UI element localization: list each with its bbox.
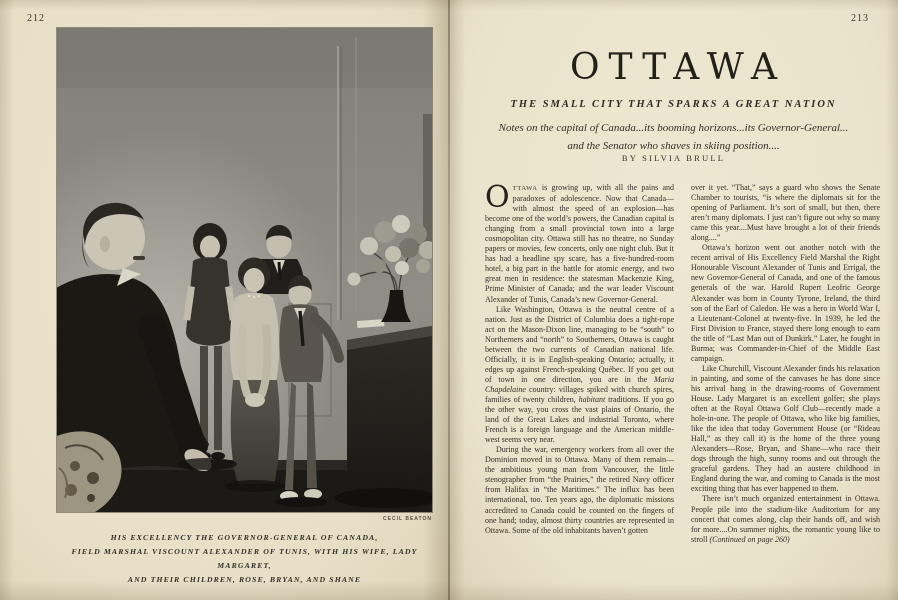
article-paragraph xyxy=(485,180,674,305)
leading-small-caps: TTAWA xyxy=(512,185,538,192)
page-number-right: 213 xyxy=(851,13,869,24)
article-paragraph xyxy=(691,243,880,364)
caption-line-1: HIS EXCELLENCY THE GOVERNOR-GENERAL OF CANADA, xyxy=(110,533,379,542)
page-gutter xyxy=(448,0,450,600)
body-text: Like Washington, Ottawa is the neutral centre of a nation. Just as the District of Columbia does a tight-rope act on the Mason-Dixon line, managing to be “south” to Northerners and “north” to Southerners, Ottawa is caught between the two currents of Canadian national life. Officially, it is in English-speaking Ontario; actually, it edges up against French-speaking Québec. If you get out of town in one direction, you are in the xyxy=(485,304,674,384)
page-number-left: 212 xyxy=(27,13,45,24)
photographer-credit: CECIL BEATON xyxy=(383,516,432,522)
photo-illustration xyxy=(57,28,432,512)
caption-line-3: AND THEIR CHILDREN, ROSE, BRYAN, AND SHANE xyxy=(127,575,362,584)
body-text: over it yet. “That,” says a guard who shows the Senate Chamber to tourists, “is where the diplomats sit for the opening of Parliament. It’s sort of small, but then, there aren’t many diplomats. I just can’t figure out why so many came this year....Must have brought a lot of their friends along....” xyxy=(691,183,880,243)
article-deck xyxy=(449,120,898,155)
article-paragraph xyxy=(485,445,674,535)
body-text: Ottawa’s horizon went out another notch with the recent arrival of His Excellency Field Marshal the Right Honourable Viscount Alexander of Tunis and Errigal, the new Governor-General of Canada, and one of the famous generals of the war. Harold Rupert Leofric George Alexander was born in County Tyrone, Ireland, the third son of the Earl of Caledon. He was a hero in World War I, a Lieutenant-Colonel at twenty-five. In 1939, he led the First Division to France, stayed there long enough to earn the title of “Last Man out of Dunkirk.” Later, he fought in Burma; was Commander-in-Chief of the Middle East campaign. xyxy=(691,243,880,363)
italic-text: (Continued on page 260) xyxy=(709,534,790,544)
body-text: is growing up, with all the pains and paradoxes of adolescence. Now that Canada—with almost the speed of an explosion—has become one of the world’s powers, the Canadian capital is changing from a small provincial town into a large cosmopolitan city. Ottawa still has no theatre, no Sunday papers or movies, few concerts, only one night club. But it has had a headline spy scare, has a five-hundred-room hotel, a big part in the battle for atomic energy, and two great men in residence: the statesman Mackenzie King, Prime Minister of Canada; and the war leader Viscount Alexander of Tunis, Canada’s new Governor-General. xyxy=(485,183,674,304)
article-paragraph xyxy=(485,305,674,446)
deck-line-1: Notes on the capital of Canada...its booming horizons...its Governor-General... xyxy=(498,122,849,134)
article-column-left xyxy=(485,180,675,536)
article-column-right xyxy=(691,183,880,545)
deck-line-2: and the Senator who shaves in skiing position.... xyxy=(567,139,780,152)
article-paragraph xyxy=(691,364,880,495)
article-title: OTTAWA xyxy=(570,47,786,88)
body-text: country: villages spiked with church spires, families of twenty children, xyxy=(485,384,674,404)
family-photograph xyxy=(57,28,432,512)
caption-line-2: FIELD MARSHAL VISCOUNT ALEXANDER OF TUNIS, WITH HIS WIFE, LADY MARGARET, xyxy=(71,547,418,570)
body-text: There isn’t much organized entertainment in Ottawa. People pile into the stadium-like Auditorium for any concert that comes along, clap their hands off, and wish for more....On summer nights, the romantic young like to stroll xyxy=(691,494,880,544)
article-paragraph xyxy=(691,183,880,243)
article-byline: BY SILVIA BRULL xyxy=(621,153,726,163)
dropcap-letter: O xyxy=(485,180,510,215)
body-text: traditions. If you go the other way, you cross the vast plains of Ontario, the land of the Great Lakes and industrial Toronto, where French is a foreign language and the American middle-west seems very near. xyxy=(485,394,675,445)
article-paragraph xyxy=(691,494,880,544)
body-text: During the war, emergency workers from all over the Dominion moved in to Ottawa. Many of them remain—the ambitious young man from Vancouver, the little stenographer from “the Prairies,” the retired Navy officer from Halifax in “the Maritimes.” The influx has been international, too. Ten years ago, the diplomatic missions accredited to Canada could be counted on the fingers of one hand; today, almost thirty countries are represented in Ottawa. Some of the old inhabitants haven’t gotten xyxy=(485,445,674,535)
body-text: Like Churchill, Viscount Alexander finds his relaxation in painting, and some of the canvases he has done since his arrival hang in the drawing-rooms of Government House. Lady Margaret is an excellent golfer; she plays often at the Royal Ottawa Golf Club—recently made a hole-in-one. The people of Ottawa, who like big families, like the idea that today Government House (or “Rideau Hall,” as they call it) is the home of the three young Alexanders—Rose, Bryan, and Shane—who race their dogs through the high, sunny rooms and out through the graceful gardens. They had an austere childhood in England during the war, and coming to Canada is the most exciting thing that has ever happened to them. xyxy=(691,363,880,494)
photo-caption xyxy=(57,531,432,587)
italic-text: Maria Chapdelaine xyxy=(485,374,674,394)
article-subtitle: THE SMALL CITY THAT SPARKS A GREAT NATION xyxy=(510,99,837,110)
page-right xyxy=(449,0,898,600)
italic-text: habitant xyxy=(578,394,606,404)
